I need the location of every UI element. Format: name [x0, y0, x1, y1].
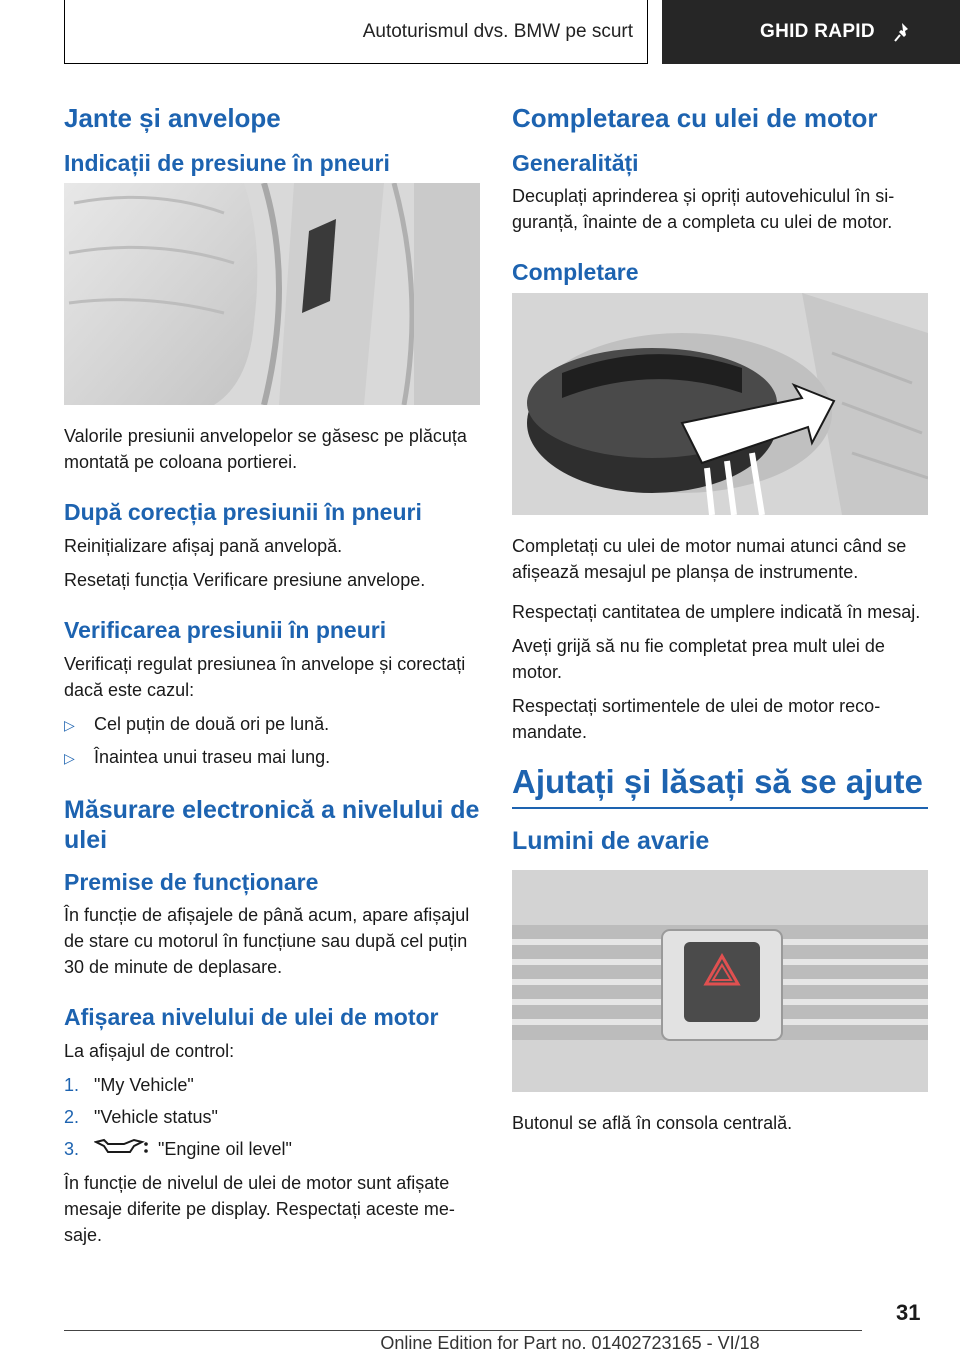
page-number: 31 — [896, 1300, 921, 1325]
pin-icon — [893, 21, 915, 43]
oil-cap-image — [512, 293, 928, 515]
header-section-title: Autoturismul dvs. BMW pe scurt — [362, 20, 633, 42]
text-reinit: Reinițializare afișaj pană anvelopă. — [64, 536, 343, 557]
steps-list — [64, 1072, 480, 1162]
text-not-too-much: Aveți grijă să nu fie completat prea mult ulei de motor. — [512, 636, 885, 683]
heading-hazard-lights: Lumini de avarie — [512, 827, 710, 856]
heading-prerequisites: Premise de funcționare — [64, 868, 319, 895]
header-guide-label: GHID RAPID — [760, 21, 875, 42]
heading-check-pressure: Verificarea presiunii în pneuri — [64, 617, 387, 644]
hazard-button-image — [512, 870, 928, 1092]
heading-tires: Jante și anvelope — [64, 103, 281, 133]
text-pressure-values: Valorile presiunii anvelopelor se găsesc pe plăcuța montată pe coloana portierei. — [64, 426, 467, 473]
heading-display-oil: Afișarea nivelului de ulei de motor — [64, 1004, 439, 1031]
header-guide-tab[interactable] — [662, 0, 960, 64]
list-item: 1. "My Vehicle" — [64, 1074, 194, 1095]
oil-can-icon — [94, 1136, 150, 1158]
footer-divider — [64, 1330, 862, 1331]
check-list — [64, 711, 480, 771]
heading-help: Ajutați și lăsați să se ajute — [512, 763, 928, 809]
heading-oil-measure: Măsurare electronică a nivelului de ulei — [64, 795, 480, 854]
heading-completion: Completare — [512, 259, 639, 286]
heading-general: Generalități — [512, 149, 639, 176]
door-pillar-image — [64, 183, 480, 405]
text-control-display: La afișajul de control: — [64, 1040, 235, 1061]
text-reset: Resetați funcția Verificare presiune anvelope. — [64, 570, 426, 591]
heading-pressure-info: Indicații de presiune în pneuri — [64, 149, 390, 176]
text-messages: În funcție de nivelul de ulei de motor sunt afișate mesaje diferite pe display. Respectați aceste mesaje. — [64, 1172, 455, 1245]
list-item: 2. "Vehicle status" — [64, 1106, 218, 1127]
footer-edition: Online Edition for Part no. 01402723165 - VI/18 — [380, 1333, 760, 1353]
right-column — [512, 96, 928, 1144]
text-quantity: Respectați cantitatea de umplere indicată în mesaj. — [512, 602, 921, 623]
text-check-pressure: Verificați regulat presiunea în anvelope și corectați dacă este cazul: — [64, 653, 466, 700]
heading-topup-oil: Completarea cu ulei de motor — [512, 103, 878, 133]
header-section-title-box — [64, 0, 648, 64]
triangle-bullet-icon: ▷ — [64, 716, 75, 733]
text-prerequisites: În funcție de afișajele de până acum, apare afișajul de stare cu motorul în funcțiune sau după cel puțin 30 de minute de deplasare. — [64, 905, 470, 978]
list-item: ▷ Înaintea unui traseu mai lung. — [64, 744, 480, 771]
heading-after-correction: După corecția presiunii în pneuri — [64, 499, 422, 526]
text-only-when: Completați cu ulei de motor numai atunci când se afișează mesajul pe planșa de instrumente. — [512, 536, 907, 583]
triangle-bullet-icon: ▷ — [64, 749, 75, 766]
list-item: 3. "Engine oil level" — [64, 1136, 480, 1162]
text-general: Decuplați aprinderea și opriți autovehiculul în siguranță, înainte de a completa cu ulei de motor. — [512, 186, 895, 233]
left-column — [64, 96, 480, 1256]
text-button-location: Butonul se află în consola centrală. — [512, 1112, 793, 1133]
text-grades: Respectați sortimentele de ulei de motor recomandate. — [512, 696, 881, 743]
list-item: ▷ Cel puțin de două ori pe lună. — [64, 711, 480, 738]
